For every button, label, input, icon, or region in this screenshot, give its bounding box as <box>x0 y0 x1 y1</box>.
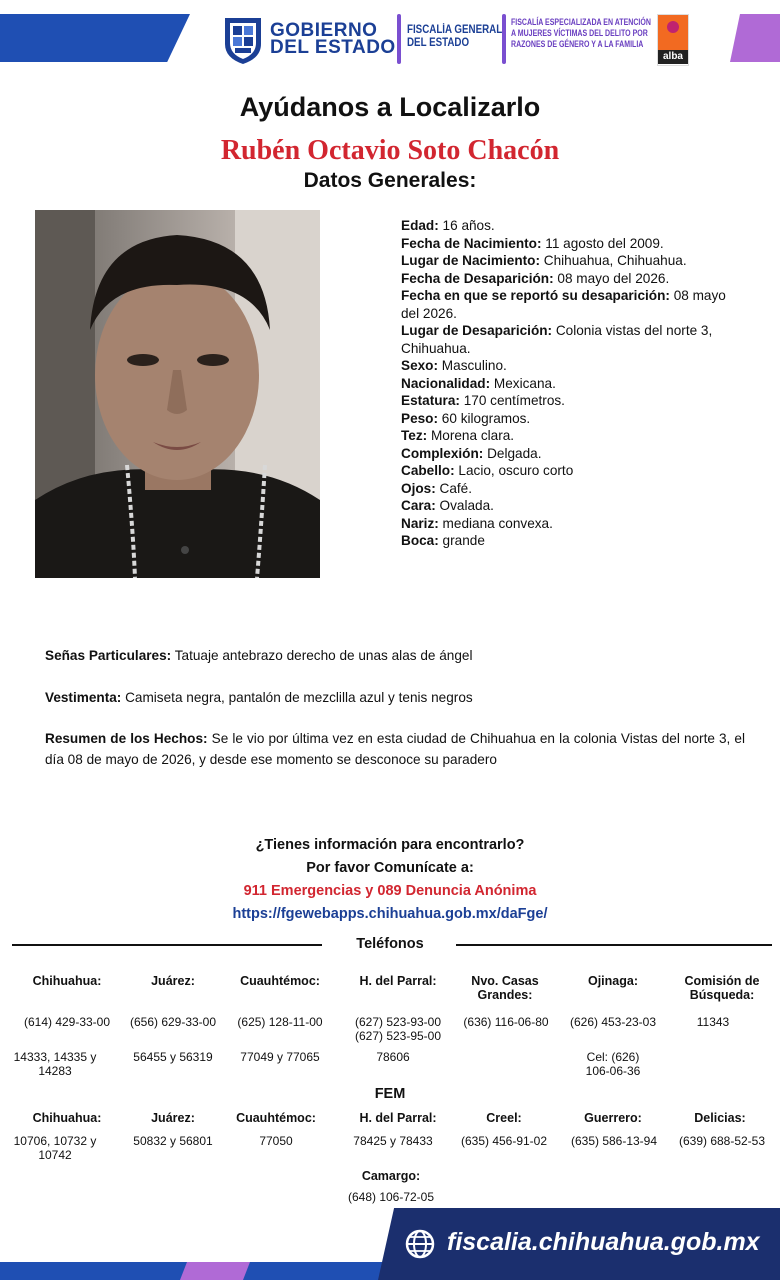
emergency-numbers: 911 Emergencias y 089 Denuncia Anónima <box>243 883 537 899</box>
fem-header: Cuauhtémoc: <box>236 1111 316 1125</box>
dato-row <box>401 217 746 235</box>
dato-value: Morena clara. <box>427 428 515 443</box>
datos-generales-list <box>401 217 746 550</box>
dato-row <box>401 270 746 288</box>
contact-question: ¿Tienes información para encontrarlo? <box>255 837 525 853</box>
dato-value: Delgada. <box>483 445 542 461</box>
dato-row <box>401 235 746 253</box>
dato-row <box>401 427 746 445</box>
tel-cell: (636) 116-06-80 <box>463 1015 549 1029</box>
fem-logo-text: FISCALÍA ESPECIALIZADA EN ATENCIÓN A MUJERES VÍCTIMAS DEL DELITO POR RAZONES DE GÉNERO Y A LA FAMILIA <box>511 17 651 49</box>
dato-label: Sexo: <box>401 358 439 373</box>
tel-header: Juárez: <box>151 974 195 988</box>
tel-cell: (656) 629-33-00 <box>129 1015 217 1029</box>
dato-value: Mexicana. <box>490 375 556 391</box>
contact-prompt: Por favor Comunícate a: <box>306 860 474 876</box>
fem-header: Juárez: <box>151 1111 195 1125</box>
dato-label: Fecha de Nacimiento: <box>401 235 542 251</box>
fem-header: Delicias: <box>694 1111 746 1125</box>
fem-header: Creel: <box>486 1111 522 1125</box>
dato-label: Nariz: <box>401 515 439 531</box>
person-photo <box>35 210 320 578</box>
shield-icon <box>221 14 265 66</box>
footer-purple-stripe <box>180 1262 250 1280</box>
dato-value: mediana convexa. <box>438 515 553 531</box>
tel-header: Comisión de Búsqueda: <box>684 974 760 1002</box>
footer-website[interactable]: fiscalia.chihuahua.gob.mx <box>447 1228 760 1256</box>
dato-value: 08 mayo del 2026. <box>553 270 670 286</box>
dato-label: Nacionalidad: <box>401 375 491 391</box>
dato-value: 16 años. <box>438 218 495 233</box>
tel-header: H. del Parral: <box>359 974 437 988</box>
header-divider <box>502 14 506 64</box>
section-subtitle: Datos Generales: <box>303 169 477 192</box>
alba-logo: alba <box>657 14 689 66</box>
dato-value: Chihuahua, Chihuahua. <box>539 253 687 268</box>
dato-row <box>401 532 746 550</box>
fem-header: Camargo: <box>361 1169 421 1183</box>
vestimenta: Vestimenta: Camiseta negra, pantalón de mezclilla azul y tenis negros <box>45 690 473 705</box>
dato-value: Lacio, oscuro corto <box>454 463 574 478</box>
page-title: Ayúdanos a Localizarlo <box>239 92 541 122</box>
dato-value: Masculino. <box>438 358 507 373</box>
tel-cell: (626) 453-23-03 <box>569 1015 657 1029</box>
tel-cell: 56455 y 56319 <box>133 1050 213 1064</box>
fem-cell: (639) 688-52-53 <box>678 1134 766 1148</box>
resumen-hechos: Resumen de los Hechos: Se le vio por última vez en esta ciudad de Chihuahua en la colonia Vistas del norte 3, el día 08 de mayo de 2026, y desde ese momento se desconoce su paradero <box>45 731 745 767</box>
fem-cell: 10706, 10732 y 10742 <box>13 1134 97 1162</box>
dato-row <box>401 497 746 515</box>
header-purple-bar <box>730 14 780 62</box>
dato-row <box>401 287 746 322</box>
dato-label: Lugar de Desaparición: <box>401 323 553 338</box>
tel-cell: 11343 <box>696 1015 730 1029</box>
dato-row <box>401 515 746 533</box>
dato-value: 60 kilogramos. <box>438 410 531 426</box>
fem-cell: (635) 586-13-94 <box>570 1134 658 1148</box>
dato-row <box>401 480 746 498</box>
report-link[interactable]: https://fgewebapps.chihuahua.gob.mx/daFge/ <box>232 906 548 922</box>
dato-row <box>401 252 746 270</box>
dato-row <box>401 392 746 410</box>
dato-row <box>401 445 746 463</box>
gobierno-logo-text: GOBIERNO DEL ESTADO <box>270 20 396 58</box>
dato-label: Boca: <box>401 533 439 548</box>
fem-cell: (635) 456-91-02 <box>460 1134 548 1148</box>
tel-cell: (627) 523-93-00 (627) 523-95-00 <box>354 1015 442 1043</box>
dato-value: Colonia vistas del norte 3, Chihuahua. <box>401 323 713 356</box>
dato-row <box>401 357 746 375</box>
senas-particulares: Señas Particulares: Tatuaje antebrazo derecho de unas alas de ángel <box>45 648 473 663</box>
dato-label: Fecha en que se reportó su desaparición: <box>401 288 670 303</box>
dato-label: Peso: <box>401 410 439 426</box>
dato-value: 11 agosto del 2009. <box>541 235 664 251</box>
fem-cell: (648) 106-72-05 <box>347 1190 435 1204</box>
fem-cell: 50832 y 56801 <box>133 1134 213 1148</box>
dato-value: Ovalada. <box>435 498 494 513</box>
tel-cell: 77049 y 77065 <box>240 1050 320 1064</box>
header-divider <box>397 14 401 64</box>
dato-label: Fecha de Desaparición: <box>401 270 554 286</box>
dato-label: Ojos: <box>401 480 436 496</box>
tel-cell: (625) 128-11-00 <box>237 1015 323 1029</box>
dato-value: Café. <box>435 480 473 496</box>
dato-row <box>401 462 746 480</box>
dato-value: 08 mayo del 2026. <box>401 288 726 321</box>
dato-row <box>401 322 746 357</box>
header-blue-bar <box>0 14 190 62</box>
header <box>0 0 780 72</box>
person-name: Rubén Octavio Soto Chacón <box>220 135 560 166</box>
dato-value: grande <box>438 533 485 548</box>
dato-label: Lugar de Nacimiento: <box>401 253 540 268</box>
dato-value: 170 centímetros. <box>459 393 565 408</box>
telefonos-title: Teléfonos <box>356 936 424 952</box>
fem-header: H. del Parral: <box>359 1111 437 1125</box>
dato-row <box>401 375 746 393</box>
dato-label: Edad: <box>401 218 439 233</box>
fem-header: Chihuahua: <box>32 1111 102 1125</box>
fem-header: Guerrero: <box>584 1111 642 1125</box>
dato-label: Estatura: <box>401 393 460 408</box>
dato-label: Tez: <box>401 428 428 443</box>
tel-header: Chihuahua: <box>32 974 102 988</box>
fem-cell: 77050 <box>259 1134 293 1148</box>
tel-cell: 14333, 14335 y 14283 <box>13 1050 97 1078</box>
dato-label: Cabello: <box>401 463 455 478</box>
globe-icon <box>404 1228 436 1260</box>
dato-label: Cara: <box>401 498 436 513</box>
fem-title: FEM <box>374 1086 406 1102</box>
dato-label: Complexión: <box>401 445 484 461</box>
dato-row <box>401 410 746 428</box>
tel-cell: (614) 429-33-00 <box>23 1015 111 1029</box>
tel-cell: 78606 <box>376 1050 410 1064</box>
fiscalia-logo-text: FISCALÍA GENERAL DEL ESTADO <box>407 24 503 49</box>
tel-header: Cuauhtémoc: <box>240 974 320 988</box>
tel-header: Ojinaga: <box>587 974 638 988</box>
fem-cell: 78425 y 78433 <box>353 1134 433 1148</box>
tel-header: Nvo. Casas Grandes: <box>471 974 539 1002</box>
tel-cell: Cel: (626) 106-06-36 <box>585 1050 641 1078</box>
